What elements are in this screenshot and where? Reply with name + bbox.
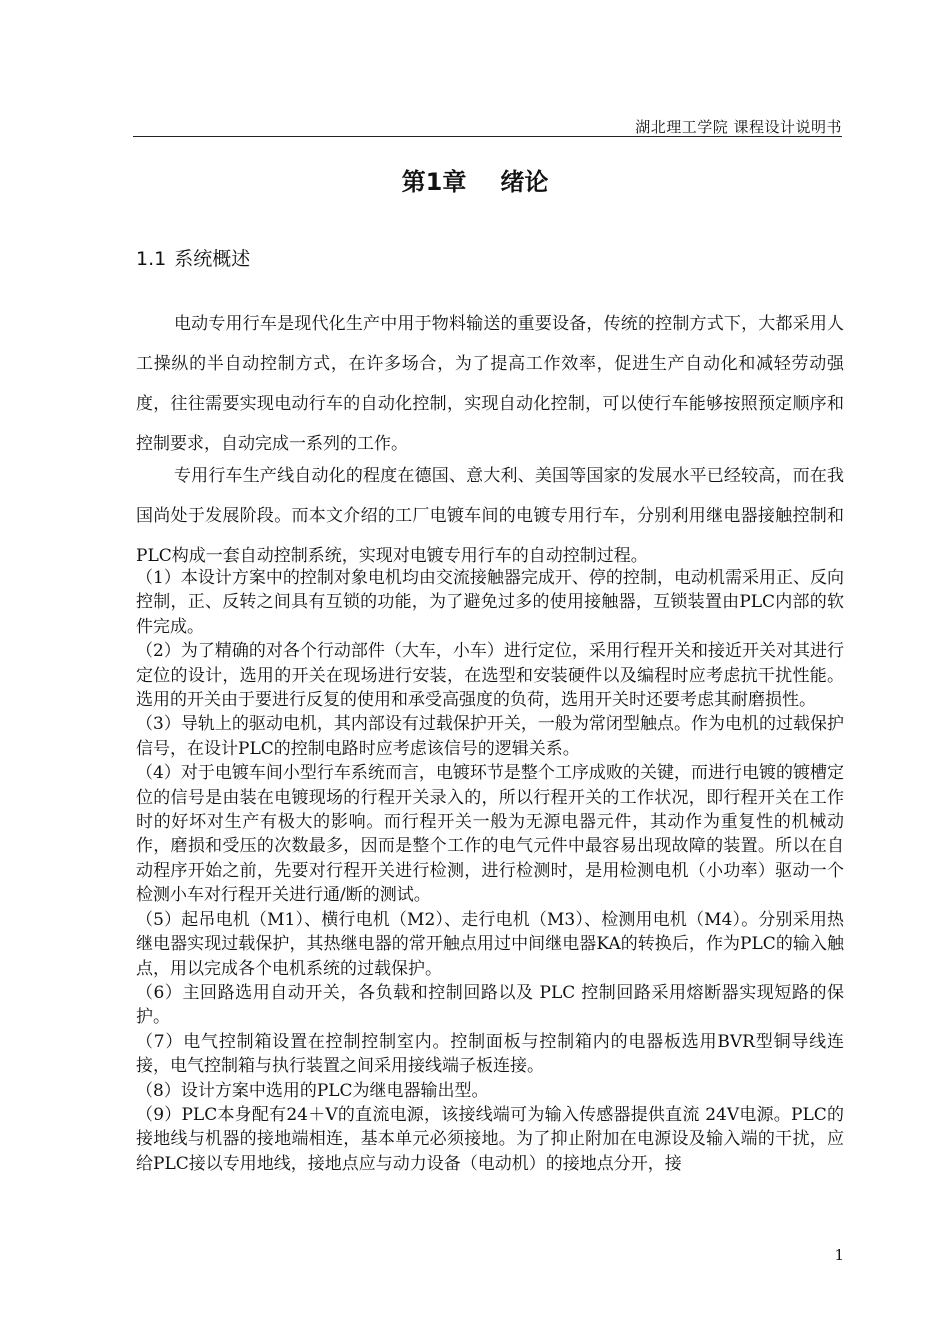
chapter-title: 绪论 (500, 168, 549, 196)
design-items-list (136, 566, 844, 1176)
list-item: （1）本设计方案中的控制对象电机均由交流接触器完成开、停的控制，电动机需采用正、反向控制，正、反转之间具有互锁的功能，为了避免过多的使用接触器，互锁装置由PLC内部的软件完成。 (136, 568, 844, 637)
header-rule (133, 136, 842, 137)
list-item: （3）导轨上的驱动电机，其内部设有过载保护开关，一般为常闭型触点。作为电机的过载保护信号，在设计PLC的控制电路时应考虑该信号的逻辑关系。 (136, 714, 844, 759)
list-item: （8）设计方案中选用的PLC为继电器输出型。 (136, 1080, 489, 1101)
list-item: （9）PLC本身配有24＋V的直流电源，该接线端可为输入传感器提供直流 24V电源。PLC的接地线与机器的接地端相连，基本单元必须接地。为了抑止附加在电源设及输入端的干扰，应给PLC接以专用地线，接地点应与动力设备（电动机）的接地点分开，接 (136, 1104, 844, 1174)
body-paragraph: 专用行车生产线自动化的程度在德国、意大利、美国等国家的发展水平已经较高，而在我国尚处于发展阶段。而本文介绍的工厂电镀车间的电镀专用行车，分别利用继电器接触控制和PLC构成一套自动控制系统，实现对电镀专用行车的自动控制过程。 (136, 466, 844, 566)
list-item: （5）起吊电机（M1）、横行电机（M2）、走行电机（M3）、检测用电机（M4）。分别采用热继电器实现过载保护，其热继电器的常开触点用过中间继电器KA的转换后，作为PLC的输入触点，用以完成各个电机系统的过载保护。 (136, 909, 844, 979)
chapter-heading (0, 162, 950, 197)
section-heading (136, 244, 250, 271)
page-number: 1 (834, 1246, 844, 1264)
list-item: （6）主回路选用自动开关，各负载和控制回路以及 PLC 控制回路采用熔断器实现短路的保护。 (136, 982, 844, 1028)
list-item: （4）对于电镀车间小型行车系统而言，电镀环节是整个工序成败的关键，而进行电镀的镀槽定位的信号是由装在电镀现场的行程开关录入的，所以行程开关的工作状况，即行程开关在工作时的好坏对生产有极大的影响。而行程开关一般为无源电器元件，其动作为重复性的机械动作，磨损和受压的次数最多，因而是整个工作的电气元件中最容易出现故障的装置。所以在自动程序开始之前，先要对行程开关进行检测，进行检测时，是用检测电机（小功率）驱动一个检测小车对行程开关进行通/断的测试。 (136, 763, 844, 906)
body-paragraph: 电动专用行车是现代化生产中用于物料输送的重要设备，传统的控制方式下，大都采用人工操纵的半自动控制方式，在许多场合，为了提高工作效率，促进生产自动化和减轻劳动强度，往往需要实现电动行车的自动化控制，实现自动化控制，可以使行车能够按照预定顺序和控制要求，自动完成一系列的工作。 (136, 314, 844, 454)
page-header: 湖北理工学院 课程设计说明书 (635, 118, 842, 136)
list-item: （2）为了精确的对各个行动部件（大车，小车）进行定位，采用行程开关和接近开关对其进行定位的设计，选用的开关在现场进行安装，在选型和安装硬件以及编程时应考虑抗干扰性能。选用的开关由于要进行反复的使用和承受高强度的负荷，选用开关时还要考虑其耐磨损性。 (136, 641, 844, 711)
chapter-number: 第1章 (401, 168, 467, 196)
list-item: （7）电气控制箱设置在控制控制室内。控制面板与控制箱内的电器板选用BVR型铜导线连接，电气控制箱与执行装置之间采用接线端子板连接。 (136, 1031, 844, 1077)
section-title: 系统概述 (174, 248, 251, 270)
section-number: 1.1 (136, 248, 167, 270)
